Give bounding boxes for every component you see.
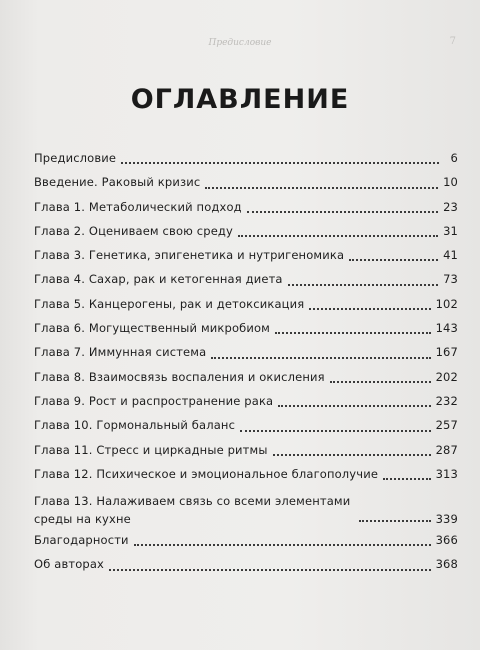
- page-number: 7: [449, 36, 456, 47]
- toc-entry: [34, 552, 458, 576]
- toc-entry-page: 143: [435, 321, 458, 336]
- toc-entry-label: Глава 11. Стресс и циркадные ритмы: [34, 442, 268, 457]
- toc-entry-label: Глава 12. Психическое и эмоциональное благополучие: [34, 466, 379, 481]
- page-title: ОГЛАВЛЕНИЕ: [130, 84, 350, 115]
- toc-entry-page: 368: [435, 557, 458, 572]
- toc-entry-page: 232: [435, 393, 458, 408]
- toc-entry-label: Введение. Раковый кризис: [34, 175, 201, 190]
- toc-entry-label: Глава 7. Иммунная система: [34, 345, 207, 360]
- toc-entry-page: 41: [443, 248, 458, 263]
- toc-entry-label: Предисловие: [34, 151, 117, 165]
- toc-entry: [34, 267, 458, 291]
- toc-entry: [34, 340, 458, 364]
- toc-entry-label: Глава 5. Канцерогены, рак и детоксикация: [34, 296, 305, 311]
- toc-entry-page: 10: [443, 175, 458, 190]
- toc-entry-label: Благодарности: [34, 533, 129, 548]
- dot-leader: [278, 404, 430, 407]
- toc-entry-label: Глава 2. Оцениваем свою среду: [34, 223, 233, 238]
- toc-entry-page: 31: [443, 223, 458, 238]
- dot-leader: [359, 519, 431, 522]
- dot-leader: [109, 568, 431, 571]
- dot-leader: [288, 283, 438, 286]
- dot-leader: [349, 258, 438, 261]
- toc-entry: [34, 316, 458, 340]
- dot-leader: [275, 331, 431, 334]
- toc-entry-page: 6: [450, 151, 458, 165]
- toc-entry-page: 73: [443, 272, 458, 287]
- dot-leader: [383, 477, 431, 480]
- toc-entry-page: 102: [435, 296, 458, 311]
- toc-entry: [34, 170, 458, 194]
- toc-entry-page: 313: [435, 466, 458, 481]
- toc-entry-label: Глава 3. Генетика, эпигенетика и нутригеномика: [34, 248, 345, 263]
- dot-leader: [211, 356, 430, 359]
- dot-leader: [330, 380, 431, 383]
- toc-entry: [34, 389, 458, 413]
- toc-entry-page: 257: [435, 418, 458, 433]
- dot-leader: [205, 186, 438, 189]
- toc-entry: [34, 462, 458, 486]
- toc-entry-label: Глава 6. Могущественный микробиом: [34, 321, 271, 336]
- table-of-contents: [34, 146, 458, 577]
- dot-leader: [238, 234, 438, 237]
- dot-leader: [134, 543, 431, 546]
- toc-entry-label: Глава 1. Метаболический подход: [34, 199, 242, 214]
- dot-leader: [121, 161, 439, 164]
- running-head: Предисловие: [208, 38, 272, 48]
- toc-entry-label: Об авторах: [34, 557, 105, 572]
- toc-entry-label: Глава 13. Налаживаем связь со всеми элементами среды на кухне: [34, 494, 351, 527]
- toc-entry-label: Глава 4. Сахар, рак и кетогенная диета: [34, 272, 283, 287]
- toc-entry: [34, 195, 458, 219]
- toc-entry: [34, 486, 458, 528]
- toc-entry-page: 339: [435, 512, 458, 527]
- toc-entry-page: 202: [435, 369, 458, 384]
- toc-entry-label: Глава 8. Взаимосвязь воспаления и окисления: [34, 369, 325, 384]
- toc-entry: [34, 292, 458, 316]
- toc-entry: [34, 438, 458, 462]
- toc-entry: [34, 365, 458, 389]
- toc-entry-page: 23: [443, 199, 458, 214]
- toc-entry: [34, 219, 458, 243]
- toc-entry-page: 167: [435, 345, 458, 360]
- toc-entry: [34, 528, 458, 552]
- dot-leader: [247, 210, 438, 213]
- toc-entry: [34, 146, 458, 170]
- toc-entry-label: Глава 9. Рост и распространение рака: [34, 393, 274, 408]
- dot-leader: [273, 453, 431, 456]
- toc-entry-page: 287: [435, 442, 458, 457]
- toc-entry: [34, 413, 458, 437]
- toc-entry: [34, 243, 458, 267]
- dot-leader: [309, 307, 430, 310]
- toc-entry-page: 366: [435, 533, 458, 548]
- dot-leader: [240, 429, 431, 432]
- toc-entry-label: Глава 10. Гормональный баланс: [34, 418, 236, 433]
